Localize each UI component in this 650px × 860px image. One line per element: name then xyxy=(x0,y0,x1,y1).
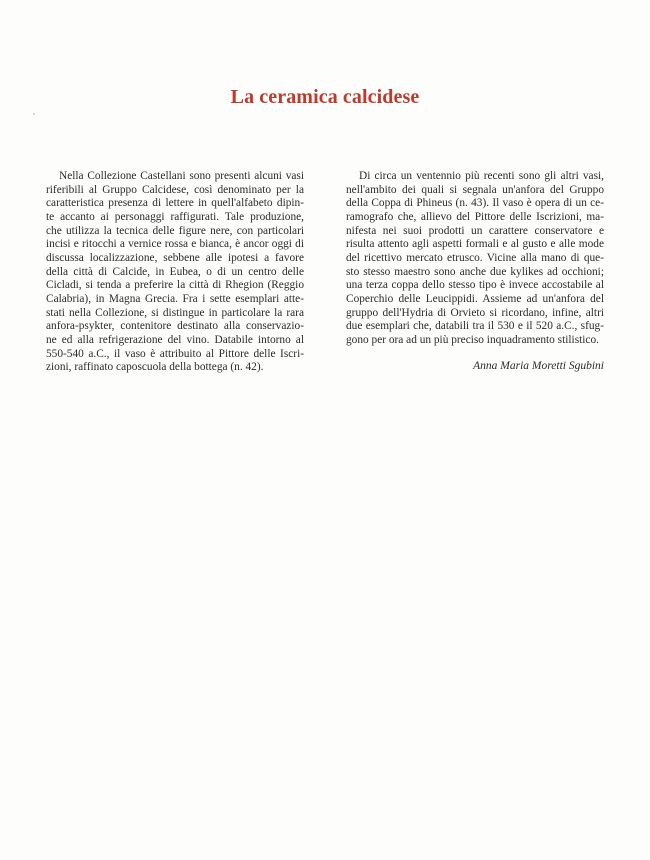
author-signature: Anna Maria Moretti Sgubini xyxy=(473,360,604,372)
paragraph-line: ramografo che, allievo del Pittore delle Iscrizioni, ma- xyxy=(346,210,604,223)
paragraph-line: zioni, raffinato caposcuola della bottega (n. 42). xyxy=(46,361,264,374)
paragraph-line: discussa localizzazione, sebbene alle ipotesi a favore xyxy=(46,251,304,264)
paragraph-line: Calabria), in Magna Grecia. Fra i sette esemplari atte- xyxy=(46,292,304,305)
text-column-left xyxy=(46,170,304,375)
paragraph-line: risulta attento agli aspetti formali e al gusto e alle mode xyxy=(346,238,604,251)
paragraph-line: gruppo dell'Hydria di Orvieto si ricordano, infine, altri xyxy=(346,306,604,319)
page-speck xyxy=(33,113,35,115)
paragraph-line: sto stesso maestro sono anche due kylikes ad occhioni; xyxy=(346,265,604,278)
paragraph-line: riferibili al Gruppo Calcidese, così denominato per la xyxy=(46,183,304,196)
paragraph-line: te accanto ai personaggi raffigurati. Tale produzione, xyxy=(46,210,304,223)
paragraph-line: Coperchio delle Leucippidi. Assieme ad un'anfora del xyxy=(346,292,604,305)
paragraph-line: anfora-psykter, contenitore destinato alla conservazio- xyxy=(46,320,304,333)
paragraph-line: caratteristica presenza di lettere in quell'alfabeto dipin- xyxy=(46,197,304,210)
text-column-right xyxy=(346,170,604,348)
paragraph-line: incisi e ritocchi a vernice rossa e bianca, è ancor oggi di xyxy=(46,238,304,251)
paragraph-line: stati nella Collezione, si distingue in particolare la rara xyxy=(46,306,304,319)
paragraph-line: nell'ambito dei quali si segnala un'anfora del Gruppo xyxy=(346,183,604,196)
paragraph-line: della Coppa di Phineus (n. 43). Il vaso è opera di un ce- xyxy=(346,197,604,210)
paragraph-line: che utilizza la tecnica delle figure nere, con particolari xyxy=(46,224,304,237)
paragraph-line: 550-540 a.C., il vaso è attribuito al Pittore delle Iscri- xyxy=(46,347,304,360)
paragraph-line: della città di Calcide, in Eubea, o di un centro delle xyxy=(46,265,304,278)
paragraph-line: ne ed alla refrigerazione del vino. Databile intorno al xyxy=(46,333,304,346)
paragraph-line: Cicladi, si tenda a preferire la città di Rhegion (Reggio xyxy=(46,279,304,292)
paragraph-line: due esemplari che, databili tra il 530 e il 520 a.C., sfug- xyxy=(346,320,604,333)
paragraph-line: una terza coppa dello stesso tipo è invece accostabile al xyxy=(346,279,604,292)
page-title: La ceramica calcidese xyxy=(230,86,420,108)
paragraph-line: nifesta nei suoi prodotti un carattere conservatore e xyxy=(346,224,604,237)
paragraph-line: Di circa un ventennio più recenti sono gli altri vasi, xyxy=(359,170,604,182)
paragraph-line: Nella Collezione Castellani sono presenti alcuni vasi xyxy=(59,170,304,182)
paragraph-line: del ricettivo mercato etrusco. Vicine alla mano di que- xyxy=(346,251,604,264)
paragraph-line: gono per ora ad un più preciso inquadramento stilistico. xyxy=(346,333,599,346)
